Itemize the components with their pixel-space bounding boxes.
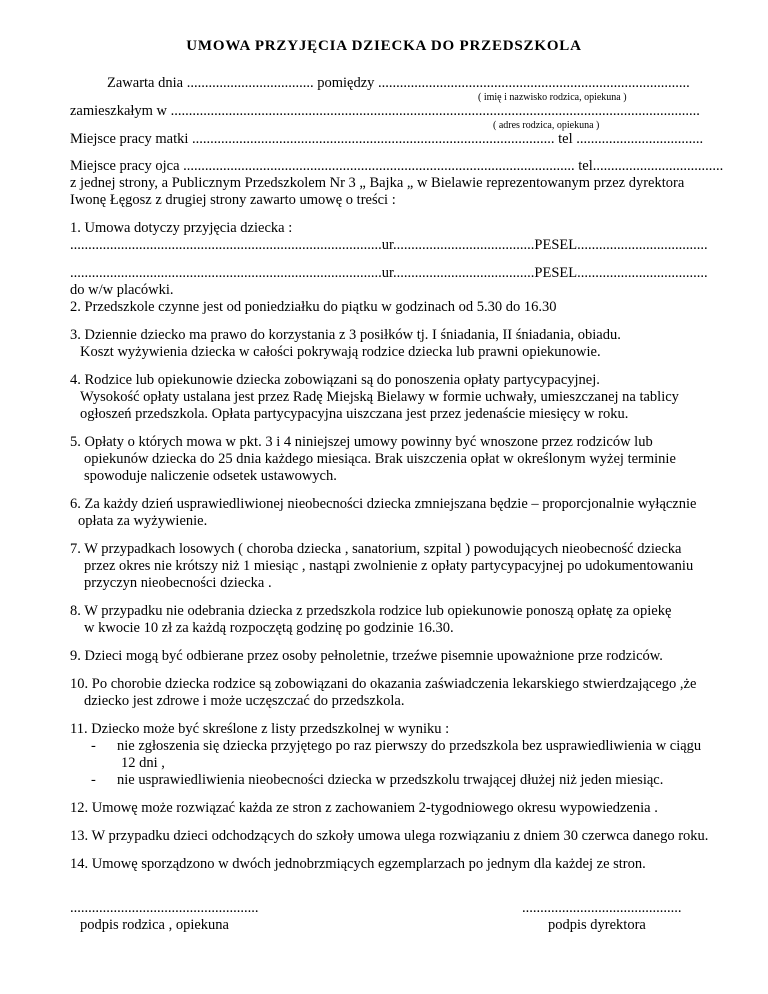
parent-signature-label: podpis rodzica , opiekuna — [80, 917, 229, 933]
clause-4-line: Wysokość opłaty ustalana jest przez Radę Miejską Bielawy w formie uchwały, umieszczanej na tablicy — [80, 389, 679, 405]
mother-workplace-line: Miejsce pracy matki .................................................................................................... tel ................................... — [70, 131, 704, 147]
clause-4-line: ogłoszeń przedszkola. Opłata partycypacyjna uiszczana jest przez jedenaście miesięcy w roku. — [80, 406, 629, 422]
clause-9: 9. Dzieci mogą być odbierane przez osoby pełnoletnie, trzeźwe pisemnie upoważnione prze rodziców. — [70, 648, 663, 664]
clause-10-line: 10. Po chorobie dziecka rodzice są zobowiązani do okazania zaświadczenia lekarskiego stwierdzającego ,że — [70, 676, 697, 692]
child-fill-line: ......................................................................................ur.......................................PESEL.................................... — [70, 265, 708, 281]
clause-10-line: dziecko jest zdrowe i może uczęszczać do przedszkola. — [84, 693, 405, 709]
bullet-dash: - — [91, 772, 96, 788]
clause-6-line: opłata za wyżywienie. — [78, 513, 208, 529]
clause-7-line: przyczyn nieobecności dziecka . — [84, 575, 272, 591]
clause-8-line: 8. W przypadku nie odebrania dziecka z przedszkola rodzice lub opiekunowie ponoszą opłatę za opiekę — [70, 603, 672, 619]
child-fill-line: ......................................................................................ur.......................................PESEL.................................... — [70, 237, 708, 253]
father-workplace-line: Miejsce pracy ojca ............................................................................................................ tel.................................... — [70, 158, 724, 174]
clause-12: 12. Umowę może rozwiązać każda ze stron z zachowaniem 2-tygodniowego okresu wypowiedzenia . — [70, 800, 658, 816]
parties-text-line: z jednej strony, a Publicznym Przedszkolem Nr 3 „ Bajka „ w Bielawie reprezentowanym przez dyrektora — [70, 175, 685, 191]
clause-11-bullet: nie zgłoszenia się dziecka przyjętego po raz pierwszy do przedszkola bez usprawiedliwienia w ciągu — [117, 738, 702, 754]
director-signature-line: ............................................ — [522, 900, 682, 916]
clause-14: 14. Umowę sporządzono w dwóch jednobrzmiących egzemplarzach po jednym dla każdej ze stron. — [70, 856, 646, 872]
parent-signature-line: .................................................... — [70, 900, 259, 916]
clause-4-line: 4. Rodzice lub opiekunowie dziecka zobowiązani są do ponoszenia opłaty partycypacyjnej. — [70, 372, 600, 388]
clause-11-heading: 11. Dziecko może być skreślone z listy przedszkolnej w wyniku : — [70, 721, 450, 737]
parent-name-note: ( imię i nazwisko rodzica, opiekuna ) — [478, 92, 627, 103]
clause-3-line: Koszt wyżywienia dziecka w całości pokrywają rodzice dziecka lub prawni opiekunowie. — [80, 344, 601, 360]
clause-7-line: przez okres nie krótszy niż 1 miesiąc , nastąpi zwolnienie z opłaty partycypacyjnej po udokumentowaniu — [84, 558, 694, 574]
clause-2: 2. Przedszkole czynne jest od poniedziałku do piątku w godzinach od 5.30 do 16.30 — [70, 299, 557, 315]
address-note: ( adres rodzica, opiekuna ) — [493, 120, 600, 131]
clause-1-text: do w/w placówki. — [70, 282, 174, 298]
clause-5-line: opiekunów dziecka do 25 dnia każdego miesiąca. Brak uiszczenia opłat w określonym wyżej terminie — [84, 451, 676, 467]
date-parties-line: Zawarta dnia ................................... pomiędzy ...................................................................................... — [107, 75, 690, 91]
clause-1-heading: 1. Umowa dotyczy przyjęcia dziecka : — [70, 220, 293, 236]
document-title: UMOWA PRZYJĘCIA DZIECKA DO PRZEDSZKOLA — [186, 38, 582, 54]
address-line: zamieszkałym w .................................................................................................................................................. — [70, 103, 700, 119]
clause-5-line: spowoduje naliczenie odsetek ustawowych. — [84, 468, 337, 484]
clause-3-line: 3. Dziennie dziecko ma prawo do korzystania z 3 posiłków tj. I śniadania, II śniadania, obiadu. — [70, 327, 621, 343]
clause-5-line: 5. Opłaty o których mowa w pkt. 3 i 4 niniejszej umowy powinny być wnoszone przez rodziców lub — [70, 434, 653, 450]
parties-text-line: Iwonę Łęgosz z drugiej strony zawarto umowę o treści : — [70, 192, 396, 208]
bullet-dash: - — [91, 738, 96, 754]
clause-11-bullet: 12 dni , — [121, 755, 165, 771]
director-signature-label: podpis dyrektora — [548, 917, 646, 933]
clause-13: 13. W przypadku dzieci odchodzących do szkoły umowa ulega rozwiązaniu z dniem 30 czerwca danego roku. — [70, 828, 709, 844]
clause-7-line: 7. W przypadkach losowych ( choroba dziecka , sanatorium, szpital ) powodujących nieobecność dziecka — [70, 541, 682, 557]
clause-6-line: 6. Za każdy dzień usprawiedliwionej nieobecności dziecka zmniejszana będzie – proporcjonalnie wyłącznie — [70, 496, 697, 512]
clause-11-bullet: nie usprawiedliwienia nieobecności dziecka w przedszkolu trwającej dłużej niż jeden miesiąc. — [117, 772, 664, 788]
clause-8-line: w kwocie 10 zł za każdą rozpoczętą godzinę po godzinie 16.30. — [84, 620, 454, 636]
